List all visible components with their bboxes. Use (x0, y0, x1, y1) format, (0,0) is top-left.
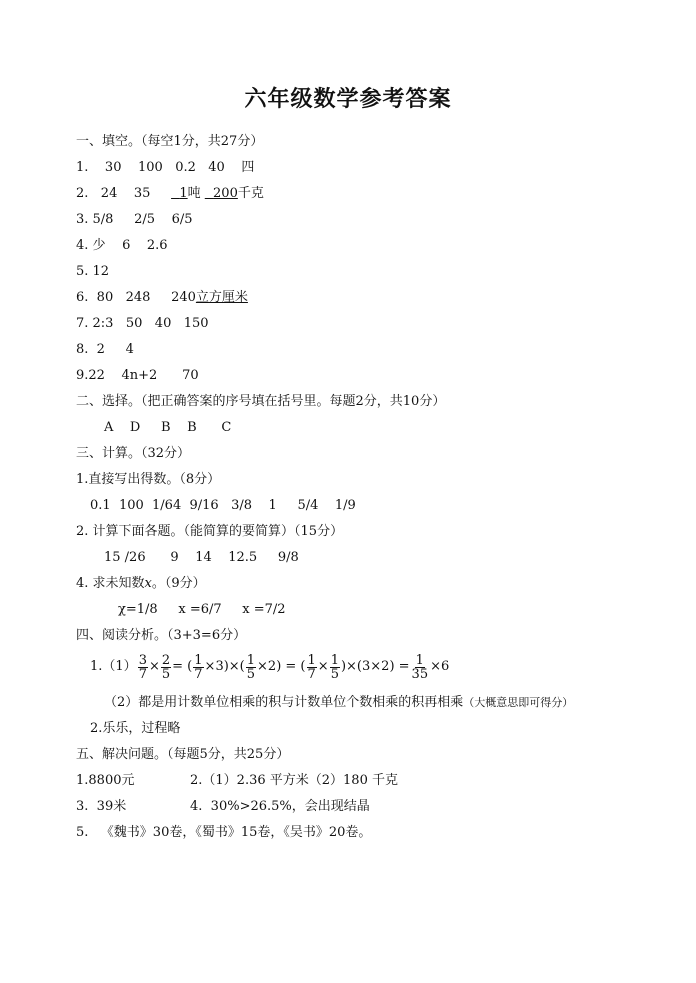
times-sign: × (148, 659, 160, 674)
solution-3: 3. 39米 (76, 799, 127, 814)
answer-row-2-text: 2. 24 35 (76, 186, 172, 201)
denominator: 35 (411, 666, 429, 682)
unit-text: 吨 (187, 186, 205, 201)
subsection-3-1-answers: 0.1 100 1/64 9/16 3/8 1 5/4 1/9 (90, 498, 356, 513)
equation-operator: ×3)×( (204, 659, 245, 674)
subsection-3-4-points: 。（9分） (151, 576, 206, 591)
answer-row-9: 9.22 4n+2 70 (76, 368, 199, 383)
denominator: 7 (138, 666, 147, 682)
subsection-3-1: 1.直接写出得数。（8分） (76, 472, 221, 487)
equation-label: 1.（1） (90, 659, 137, 674)
numerator: 1 (307, 652, 316, 668)
unit-text: 千克 (237, 186, 264, 201)
subsection-3-2: 2. 计算下面各题。（能简算的要简算）（15分） (76, 524, 344, 539)
answer-row-8: 8. 2 4 (76, 342, 134, 357)
denominator: 5 (330, 666, 339, 682)
answer-row-2 (76, 185, 264, 203)
numerator: 3 (138, 652, 147, 668)
denominator: 7 (307, 666, 316, 682)
equation-operator: ×2) = ( (257, 659, 306, 674)
denominator: 7 (194, 666, 203, 682)
numerator: 1 (194, 652, 203, 668)
solution-1: 1.8800元 (76, 773, 135, 788)
section-3-header: 三、计算。（32分） (76, 446, 191, 461)
answer-blank-1: 1 (179, 186, 188, 201)
equation-operator: ×6 (430, 659, 450, 674)
numerator: 2 (161, 652, 171, 668)
subsection-3-4-text: 4. 求未知数 (76, 576, 145, 591)
fraction (193, 654, 203, 681)
analysis-part-2 (104, 694, 573, 712)
page-title: 六年级数学参考答案 (244, 86, 452, 112)
section-1-header: 一、填空。（每空1分，共27分） (76, 134, 264, 149)
section-2-header: 二、选择。（把正确答案的序号填在括号里。每题2分，共10分） (76, 394, 446, 409)
denominator: 5 (246, 666, 256, 682)
solution-5: 5. 《魏书》30卷，《蜀书》15卷，《吴书》20卷。 (76, 825, 372, 840)
fraction (161, 654, 171, 681)
grading-note: （大概意思即可得分） (463, 696, 574, 709)
fraction (246, 654, 256, 681)
underlined-answer (171, 186, 188, 201)
subsection-3-2-answers: 15 /26 9 14 12.5 9/8 (104, 550, 299, 565)
underlined-unit: 立方厘米 (195, 290, 248, 305)
numerator: 1 (415, 652, 424, 668)
fraction (138, 654, 148, 681)
section-5-header: 五、解决问题。（每题5分，共25分） (76, 747, 290, 762)
answer-row-6-text: 6. 80 248 240 (76, 290, 196, 305)
numerator: 1 (246, 652, 256, 668)
solution-4: 4. 30%>26.5%，会出现结晶 (190, 799, 370, 814)
analysis-question-2: 2.乐乐，过程略 (90, 721, 181, 736)
solution-2: 2.（1）2.36 平方米（2）180 千克 (190, 773, 398, 788)
underlined-answer (205, 186, 238, 201)
fraction (330, 654, 340, 681)
section-4-header: 四、阅读分析。（3+3=6分） (76, 628, 247, 643)
subsection-3-4 (76, 575, 206, 593)
denominator: 5 (161, 666, 171, 682)
answer-row-3: 3. 5/8 2/5 6/5 (76, 212, 193, 227)
equation-operator: = ( (172, 659, 193, 674)
answer-row-7: 7. 2:3 50 40 150 (76, 316, 209, 331)
analysis-text: （2）都是用计数单位相乘的积与计数单位个数相乘的积再相乘 (104, 695, 464, 710)
answer-row-1: 1. 30 100 0.2 40 四 (76, 160, 255, 175)
unknown-variable: x (144, 576, 152, 591)
answer-row-4: 4. 少 6 2.6 (76, 238, 168, 253)
times-sign: × (317, 659, 329, 674)
answer-row-5: 5. 12 (76, 264, 110, 279)
equation-row (90, 650, 449, 684)
answer-blank-2: 200 (213, 186, 238, 201)
choice-answers: A D B B C (104, 420, 232, 435)
equation-operator: )×(3×2) = (340, 659, 410, 674)
fraction (411, 654, 430, 681)
answer-row-6 (76, 289, 248, 307)
fraction (307, 654, 317, 681)
subsection-3-4-answers: χ=1/8 x =6/7 x =7/2 (118, 602, 286, 617)
numerator: 1 (330, 652, 339, 668)
